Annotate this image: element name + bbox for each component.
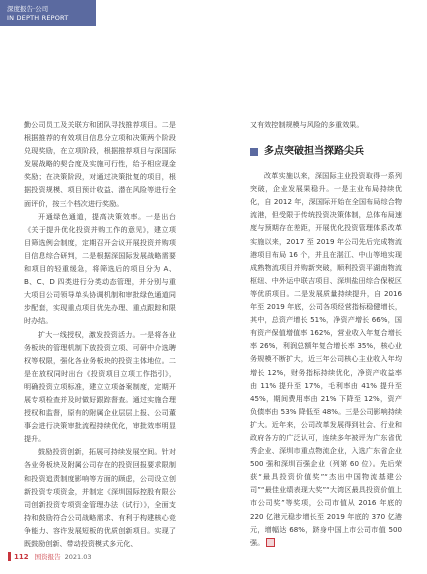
- paragraph: [250, 169, 402, 549]
- section-label-english: IN DEPTH REPORT: [7, 14, 69, 22]
- footer-accent-bar: [8, 552, 11, 561]
- end-mark-icon: [266, 538, 275, 547]
- page-number: 112: [14, 552, 29, 561]
- right-column: [250, 118, 402, 549]
- paragraph: 开通绿色通道，提高决策效率。一是出台《关于提升优化投资并购工作的意见》，建立项目筛选例会制度，定期召开会议开展投资并购项目信息综合研判，二是根据深国际发展战略需要和项目的轻重缓急，将筛选后的项目分为 A、B、C、D 四类进行分类动态管理，并分别与重大项目公司领导单头协调机制和审批绿色通道同步配套，实现重点项目优先办理、重点跟踪和限时办结。: [24, 211, 176, 326]
- section-title: 多点突破担当探路尖兵: [264, 146, 364, 158]
- paragraph: 勤公司员工及关联方和团队寻找推荐项目。二是根据推荐的有效项目信息分立项和决策两个阶段兑现奖励，在立项阶段，根据推荐项目与深国际发展战略的契合度及实施可行性，给予相应现金奖励；在决策阶段，对通过决策批复的项目，根据投资规模、项目预计收益、潜在风险等进行全面评价，按三个档次进行奖励。: [24, 120, 176, 208]
- paragraph: 鼓励投资创新，拓展可持续发展空间。针对各业务板块及附属公司存在的投资回报要求限制和投资追责制度影响等方面的顾虑，公司设立创新投资专项资金，并制定《深圳国际控股有限公司创新投资专项资金管理办法（试行）》，全面支持和鼓励符合公司战略需求、有利于构建核心竞争能力、容许发展短板的优质创新项目。实现了既鼓励创新、带动投资模式多元化、: [24, 447, 176, 548]
- section-label: 深度报告·公司: [7, 5, 49, 13]
- journal-name: 国资报告: [34, 553, 61, 561]
- section-header-banner: [0, 0, 96, 26]
- paragraph: 扩大一线授权，激发投资活力。一是将各业务板块的管理机制下放投资立项、可研中介选聘权等权限，强化各业务板块的投资主体地位。二是在放权同时出台《投资项目立项工作指引》，明确投资立项标准，建立立项备案制度，定期开展专项检查并及时做好跟踪督查。通过实施合理授权和监督，原有的附属企业层层上报、公司董事会进行决策审批流程持续优化，审批效率明显提升。: [24, 329, 176, 444]
- issue-number: 2021.03: [64, 552, 92, 561]
- paragraph-text: 改革实施以来，深国际主业投资取得一系列突破，企业发展果稳升。一是主业布局持续优化，自 2012 年，深国际开始在全国布局综合物流港，但受限于传统投资决策体制，总体布局速度与预期存在差距，开展优化投资管理体系改革实施以来，2017 至 2019 年公司先后完成物流港项目布局 16 个，并且在湛江、中山等地实现成熟物流项目并购新突破，顺利投资平湖南物流枢纽、中外运中联吉项目、深圳盐田综合保税区等优质项目。二是发展质量持续提升，自 2016 年至 2019 年底，公司各项经营指标稳健增长，其中，总资产增长 51%，净资产增长 66%，国有资产保值增值率 162%，营业收入年复合增长率 26%，利润总额年复合增长率 35%，核心业务规模不断扩大，近三年公司核心主业收入年均增长 12%，财务指标持续优化，净资产收益率由 11% 提升至 17%，毛利率由 41% 提升至 45%，期间费用率由 21% 下降至 12%，资产负债率由 53% 降低至 48%。三是公司影响持续扩大。近年来，公司改革发展得到社会、行业和政府各方的广泛认可，连续多年被评为广东省优秀企业、深圳市重点物流企业，入选广东省企业 500 强和深圳百强企业（列第 60 位）。先后荣获“最具投资价值奖”“杰出中国物流基建公司”“最佳业绩表现大奖”“大湾区最具投资价值上市公司奖”等奖项，公司市值从 2016 年底的 220 亿港元稳步增长至 2019 年底的 370 亿港元，增幅达 68%，跻身中国上市公司市值 500 强。: [250, 171, 402, 547]
- page-footer: [8, 552, 92, 561]
- section-heading: [250, 145, 402, 159]
- paragraph: 又有效控制规模与风险的多重效果。: [250, 120, 364, 129]
- left-column: [24, 118, 176, 550]
- square-bullet-icon: [250, 148, 258, 156]
